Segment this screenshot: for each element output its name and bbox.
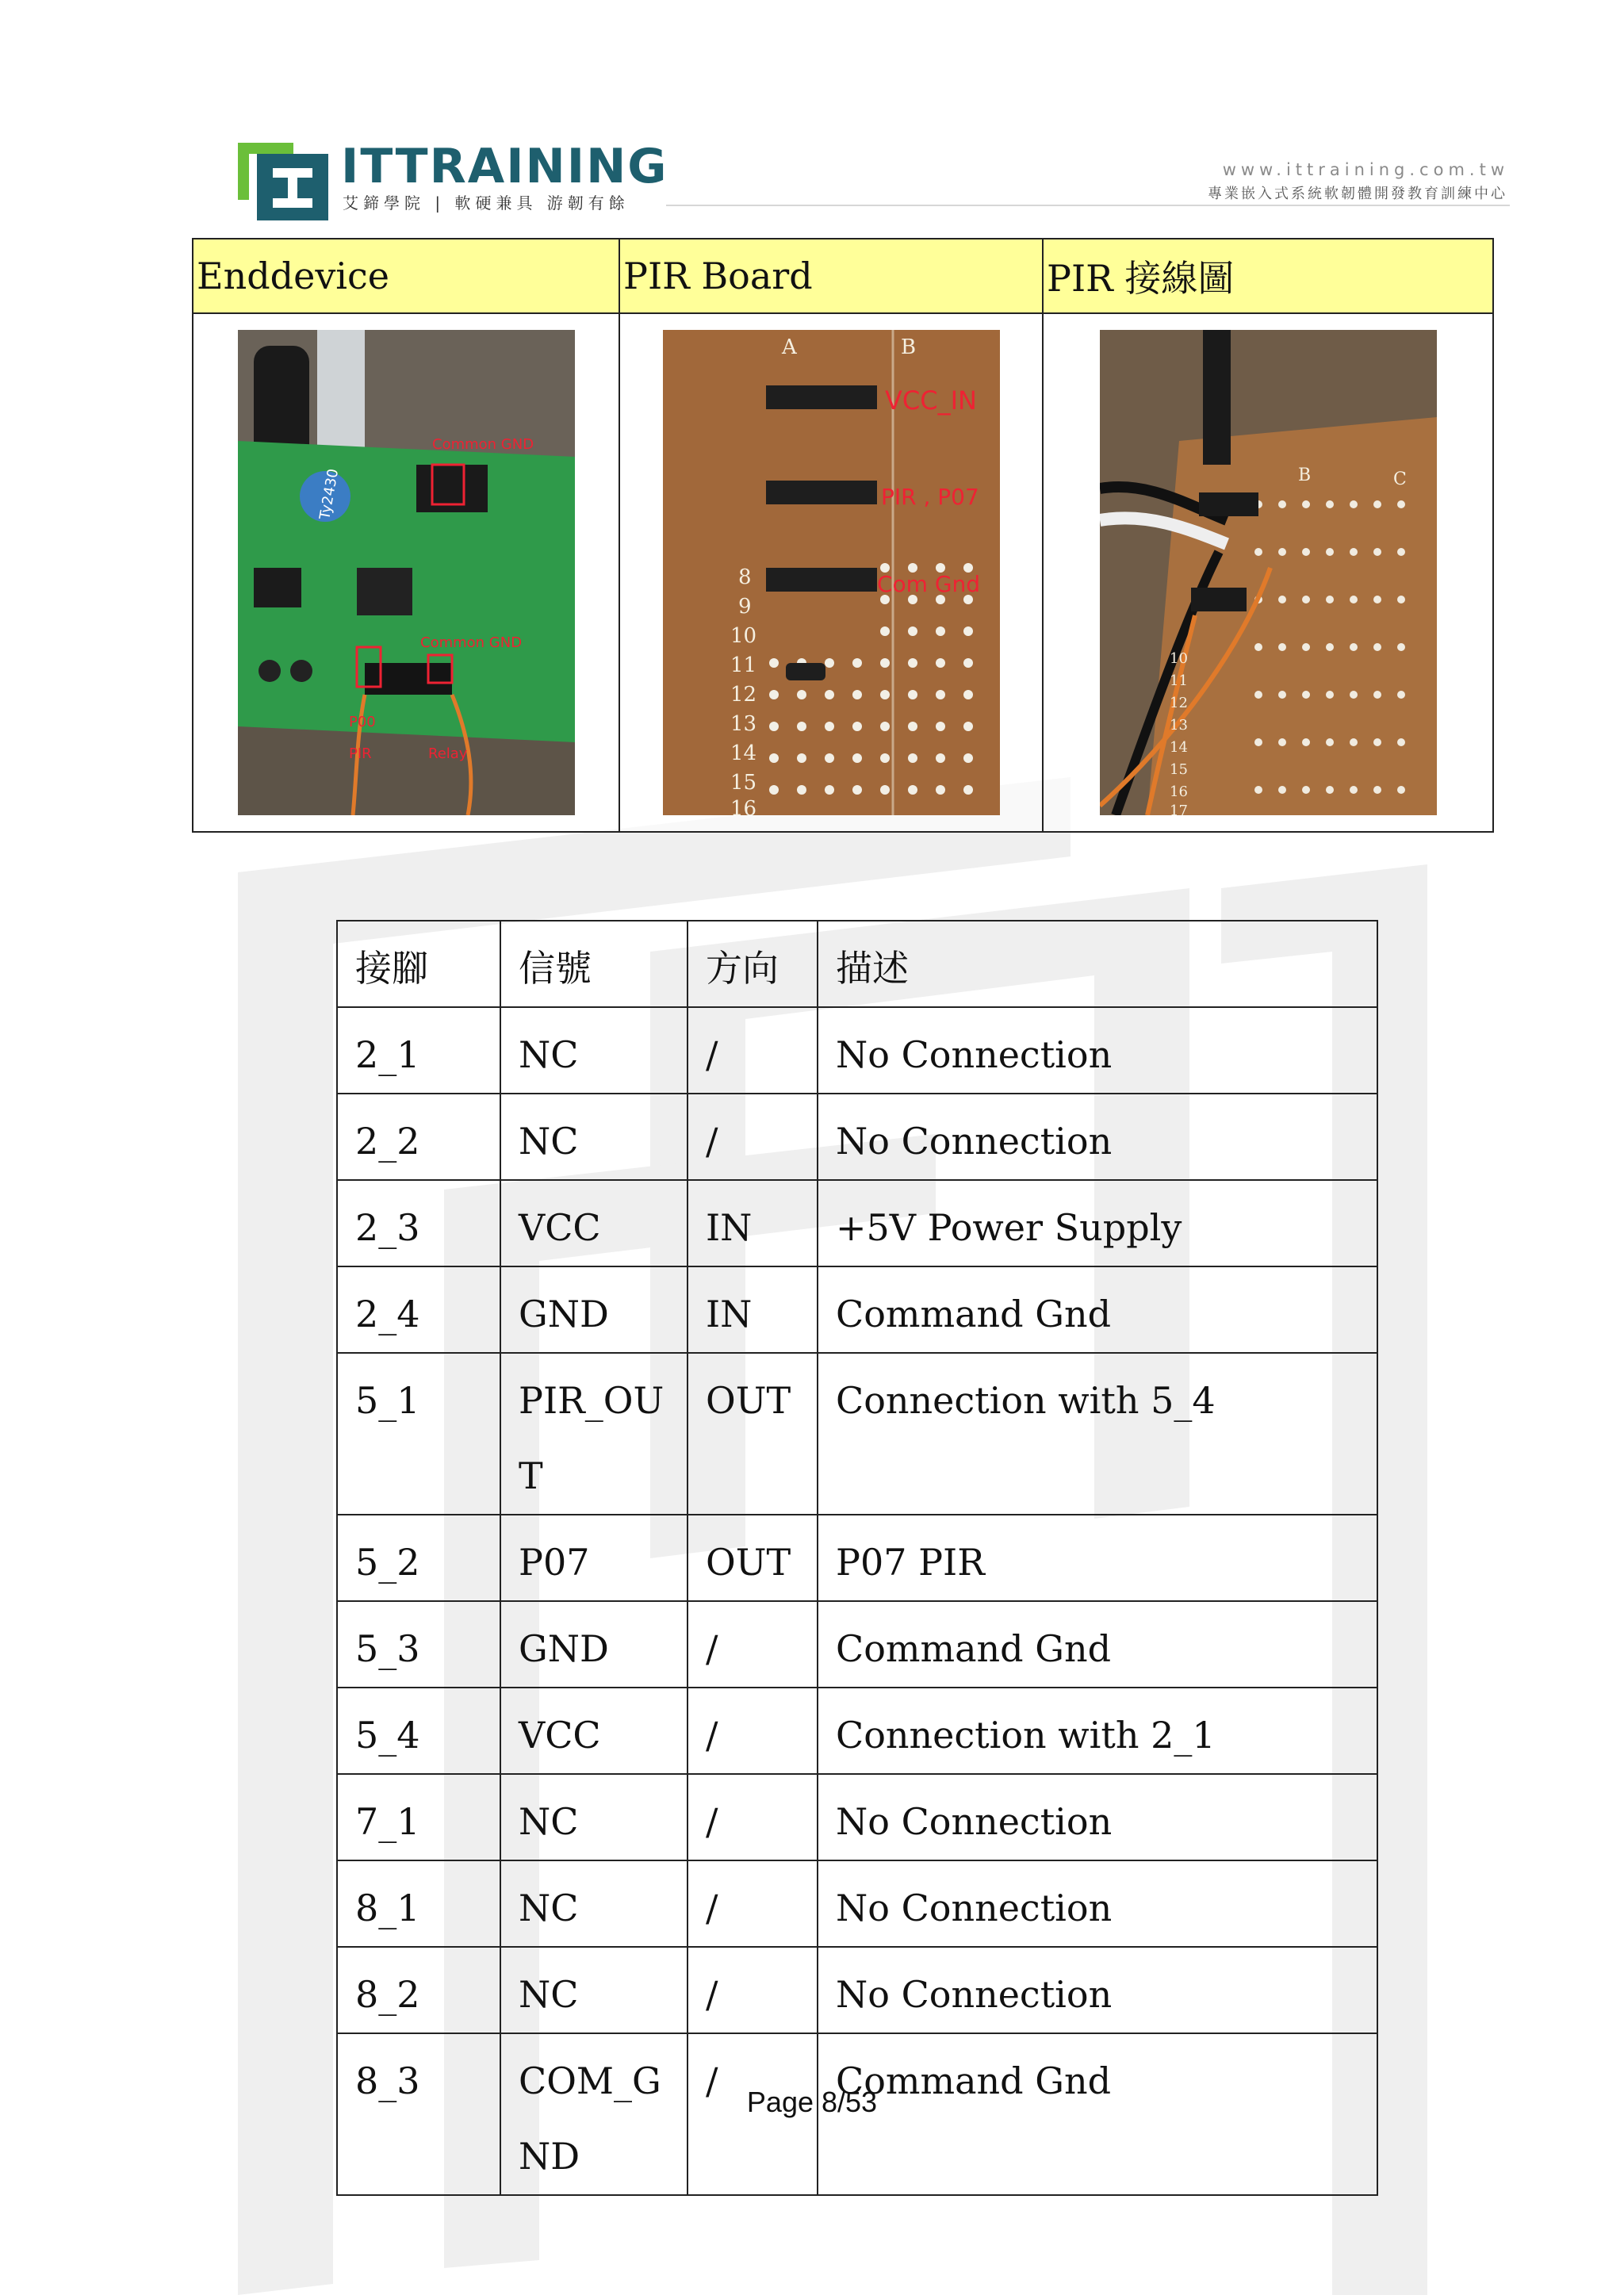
cell-description: +5V Power Supply: [818, 1180, 1377, 1266]
label-com-gnd: Com Gnd: [876, 571, 980, 597]
label-row-11: 11: [1169, 672, 1188, 689]
logo-subtitle: 艾鍗學院 | 軟硬兼具 游韌有餘: [343, 193, 630, 213]
label-row-8: 8: [737, 565, 752, 589]
label-row-13: 13: [1169, 717, 1188, 734]
label-pir-p07: PIR , P07: [880, 484, 979, 510]
cell-direction: /: [688, 1947, 818, 2033]
header-divider: [666, 205, 1510, 206]
table-row: [337, 1353, 1377, 1515]
enddevice-photo-cell: [193, 313, 619, 832]
label-row-14: 14: [1169, 739, 1188, 756]
label-row-17: 17: [1169, 803, 1188, 815]
label-row-16: 16: [730, 797, 756, 815]
label-row-10: 10: [1169, 650, 1188, 667]
label-vcc-in: VCC_IN: [884, 385, 977, 416]
label-row-10: 10: [730, 624, 756, 648]
cell-direction: OUT: [688, 1515, 818, 1601]
logo-training: TRAINING: [395, 139, 668, 194]
cell-signal: COM_GND: [500, 2033, 688, 2195]
cell-description: No Connection: [818, 1774, 1377, 1860]
label-row-15: 15: [730, 771, 756, 795]
label-row-14: 14: [730, 741, 756, 765]
cell-signal: NC: [500, 1094, 688, 1180]
cell-description: No Connection: [818, 1947, 1377, 2033]
pir-board-photo-cell: [619, 313, 1043, 832]
header-pir-wiring: PIR 接線圖: [1043, 239, 1493, 313]
enddevice-board-photo: [238, 330, 575, 815]
cell-signal: VCC: [500, 1688, 688, 1774]
cell-description: Connection with 2_1: [818, 1688, 1377, 1774]
cell-direction: /: [688, 1094, 818, 1180]
cell-signal: GND: [500, 1601, 688, 1688]
col-header-signal: 信號: [500, 921, 688, 1007]
cell-pin: 8_2: [337, 1947, 500, 2033]
table-row: [337, 1094, 1377, 1180]
table-row: [337, 1947, 1377, 2033]
page-header: [0, 0, 1624, 238]
table-row: [337, 1774, 1377, 1860]
cell-direction: /: [688, 1774, 818, 1860]
cell-description: No Connection: [818, 1007, 1377, 1094]
label-col-b: B: [900, 335, 916, 359]
cell-direction: IN: [688, 1180, 818, 1266]
label-row-16: 16: [1169, 784, 1188, 800]
cell-direction: /: [688, 1601, 818, 1688]
logo-it: IT: [341, 139, 396, 194]
label-common-gnd-2: Common GND: [419, 634, 522, 651]
cell-signal: PIR_OUT: [500, 1353, 688, 1515]
cell-description: Command Gnd: [818, 1601, 1377, 1688]
cell-description: No Connection: [818, 1094, 1377, 1180]
header-enddevice: Enddevice: [193, 239, 619, 313]
cell-signal: P07: [500, 1515, 688, 1601]
cell-pin: 2_2: [337, 1094, 500, 1180]
cell-direction: /: [688, 1860, 818, 1947]
pir-wiring-photo: [1100, 330, 1437, 815]
cell-description: P07 PIR: [818, 1515, 1377, 1601]
cell-pin: 8_1: [337, 1860, 500, 1947]
cell-pin: 5_1: [337, 1353, 500, 1515]
table-row: [337, 1180, 1377, 1266]
label-row-12: 12: [1169, 695, 1188, 711]
page-number: Page 8/53: [746, 2086, 878, 2118]
cell-pin: 2_1: [337, 1007, 500, 1094]
label-row-15: 15: [1169, 761, 1188, 778]
cell-pin: 2_4: [337, 1266, 500, 1353]
cell-signal: GND: [500, 1266, 688, 1353]
label-common-gnd: Common GND: [431, 436, 534, 453]
cell-signal: NC: [500, 1860, 688, 1947]
pir-wiring-photo-cell: [1043, 313, 1493, 832]
cell-pin: 5_3: [337, 1601, 500, 1688]
cell-pin: 5_2: [337, 1515, 500, 1601]
cell-description: No Connection: [818, 1860, 1377, 1947]
label-col-b: B: [1297, 466, 1311, 485]
cell-signal: NC: [500, 1947, 688, 2033]
label-pir: PIR: [348, 745, 372, 762]
table-row: [337, 1688, 1377, 1774]
cell-pin: 5_4: [337, 1688, 500, 1774]
label-row-12: 12: [730, 683, 756, 707]
cell-signal: NC: [500, 1007, 688, 1094]
label-row-11: 11: [730, 653, 756, 677]
header-pir-board: PIR Board: [619, 239, 1043, 313]
table-row: [337, 1007, 1377, 1094]
label-row-13: 13: [730, 712, 756, 736]
label-col-c: C: [1392, 469, 1407, 489]
cell-direction: IN: [688, 1266, 818, 1353]
cell-description: Command Gnd: [818, 1266, 1377, 1353]
cell-pin: 7_1: [337, 1774, 500, 1860]
hardware-photo-table: [192, 238, 1494, 833]
col-header-direction: 方向: [688, 921, 818, 1007]
cell-direction: /: [688, 1007, 818, 1094]
table-row: [337, 1601, 1377, 1688]
cell-signal: NC: [500, 1774, 688, 1860]
pin-assignment-table: [336, 920, 1378, 2196]
ittraining-logo-icon: [238, 136, 335, 224]
cell-pin: 8_3: [337, 2033, 500, 2195]
label-col-a: A: [781, 335, 797, 359]
label-row-9: 9: [737, 595, 752, 619]
table-row: [337, 1515, 1377, 1601]
table-row: [337, 1860, 1377, 1947]
cell-description: Command Gnd: [818, 2033, 1377, 2195]
col-header-description: 描述: [818, 921, 1377, 1007]
cell-direction: /: [688, 2033, 818, 2195]
col-header-pin: 接腳: [337, 921, 500, 1007]
site-url: www.ittraining.com.tw: [1222, 160, 1509, 179]
table-row: [337, 1266, 1377, 1353]
site-tagline: 專業嵌入式系統軟韌體開發教育訓練中心: [1208, 186, 1507, 202]
label-ty2430: Ty2430: [316, 467, 342, 521]
label-relay: Relay: [427, 745, 467, 762]
cell-pin: 2_3: [337, 1180, 500, 1266]
cell-direction: OUT: [688, 1353, 818, 1515]
pir-board-photo: [663, 330, 1000, 815]
table-header-row: [337, 921, 1377, 1007]
cell-signal: VCC: [500, 1180, 688, 1266]
label-p00: P00: [348, 714, 376, 730]
cell-direction: /: [688, 1688, 818, 1774]
cell-description: Connection with 5_4: [818, 1353, 1377, 1515]
logo-wordmark: [341, 139, 668, 194]
